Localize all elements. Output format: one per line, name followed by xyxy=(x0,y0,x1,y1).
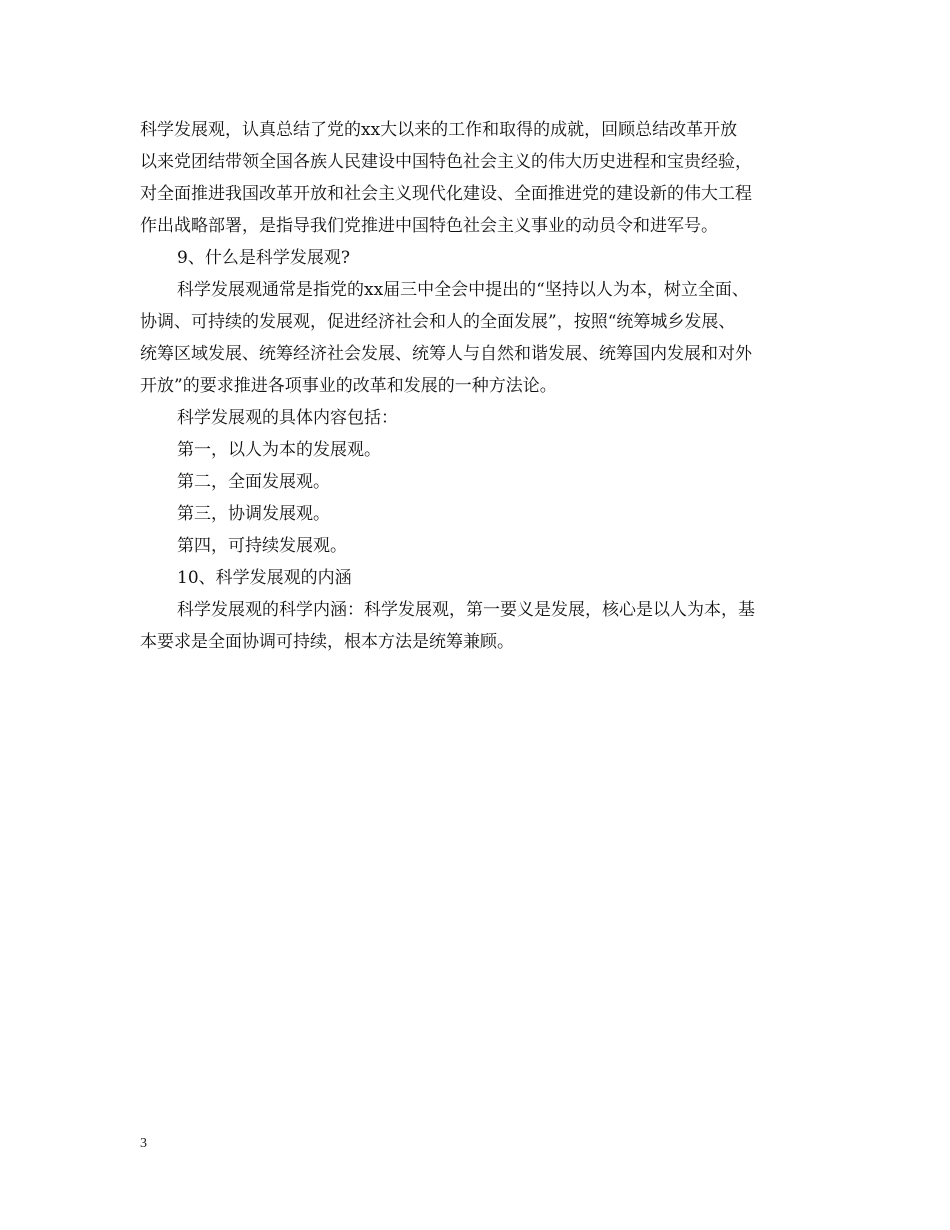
paragraph-line: 以来党团结带领全国各族人民建设中国特色社会主义的伟大历史进程和宝贵经验， xyxy=(140,152,752,172)
paragraph-line: 科学发展观通常是指党的xx届三中全会中提出的“坚持以人为本，树立全面、 xyxy=(177,280,749,300)
paragraph-line: 统筹区域发展、统筹经济社会发展、统筹人与自然和谐发展、统筹国内发展和对外 xyxy=(140,344,752,364)
document-body xyxy=(140,114,820,658)
paragraph-line: 本要求是全面协调可持续，根本方法是统筹兼顾。 xyxy=(140,632,514,652)
paragraph-line: 开放”的要求推进各项事业的改革和发展的一种方法论。 xyxy=(140,376,557,396)
list-item: 第一，以人为本的发展观。 xyxy=(177,440,381,460)
list-item: 第二，全面发展观。 xyxy=(177,472,330,492)
paragraph-line: 对全面推进我国改革开放和社会主义现代化建设、全面推进党的建设新的伟大工程 xyxy=(140,184,752,204)
list-item: 第四，可持续发展观。 xyxy=(177,536,347,556)
paragraph-line: 科学发展观，认真总结了党的xx大以来的工作和取得的成就，回顾总结改革开放 xyxy=(140,120,738,140)
paragraph-line: 科学发展观的科学内涵：科学发展观，第一要义是发展，核心是以人为本，基 xyxy=(177,600,755,620)
section-heading: 9、什么是科学发展观? xyxy=(177,248,350,268)
page-number: 3 xyxy=(140,1136,147,1151)
paragraph-line: 作出战略部署，是指导我们党推进中国特色社会主义事业的动员令和进军号。 xyxy=(140,216,718,236)
paragraph-line: 协调、可持续的发展观，促进经济社会和人的全面发展”，按照“统筹城乡发展、 xyxy=(140,312,736,332)
list-item: 第三，协调发展观。 xyxy=(177,504,330,524)
paragraph-line: 科学发展观的具体内容包括： xyxy=(177,408,398,428)
section-heading: 10、科学发展观的内涵 xyxy=(177,568,352,588)
